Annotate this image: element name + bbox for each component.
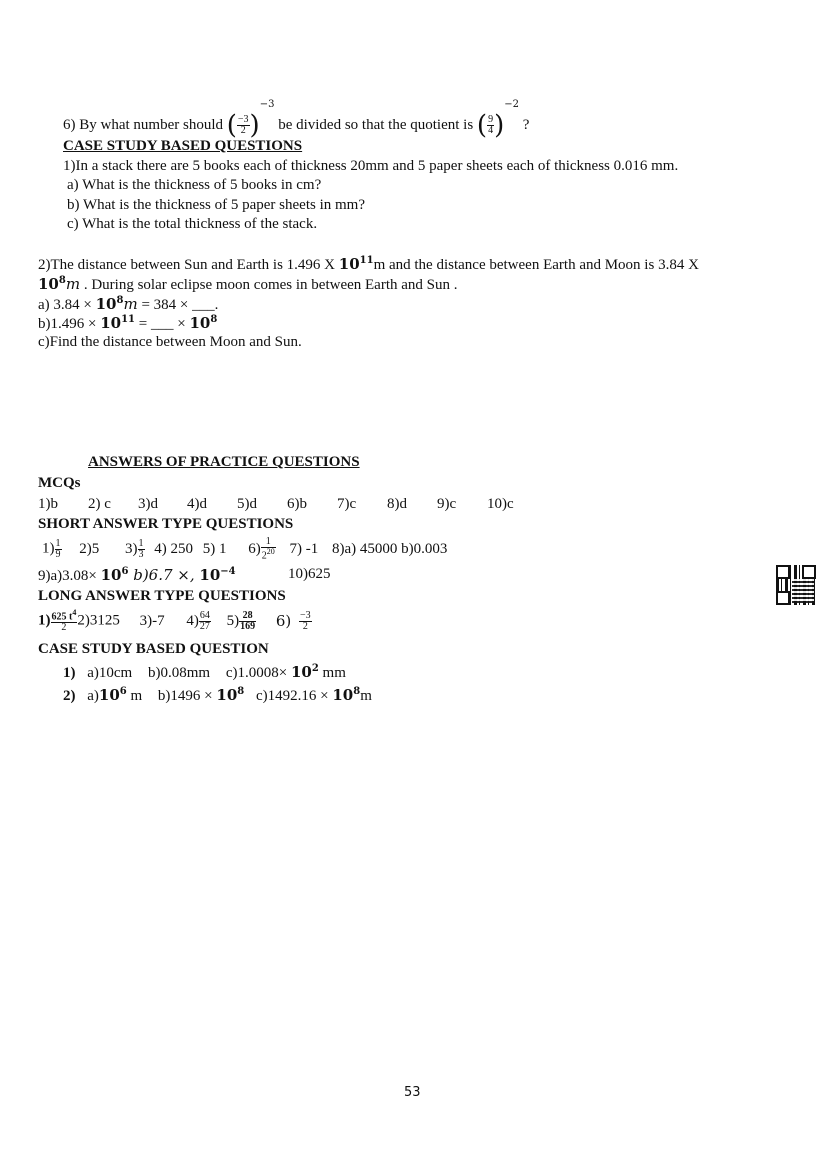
case-answer-heading: CASE STUDY BASED QUESTION <box>38 641 269 657</box>
case-q1-a: a) What is the thickness of 5 books in cm? <box>67 177 322 193</box>
mcq-answer: 4)d <box>187 496 207 512</box>
case-q2-line2: $10^8m$ . During solar eclipse moon comes in between Earth and Sun . <box>38 275 458 293</box>
page-number: 53 <box>404 1085 421 1100</box>
case-q1-c: c) What is the total thickness of the stack. <box>67 216 318 232</box>
mcq-heading: MCQs <box>38 475 81 491</box>
mcq-answer: 5)d <box>237 496 257 512</box>
qr-code-icon <box>776 565 816 605</box>
question-6: 6) By what number should ( $\frac{-3}{2}$ )$^{-3}$ be divided so that the quotient is ( $\frac{9}{4}$ )$^{-2}$ ? <box>63 99 530 141</box>
short-a3-fraction: $\frac{1}{3}$ <box>138 537 144 560</box>
case-q2-a: a) $3.84 \times 10^8m = 384$ × ___. <box>38 295 219 313</box>
case-q2-line1: 2)The distance between Sun and Earth is 1.496 X $10^{11}m$ and the distance between Earth and Moon is 3.84 X <box>38 255 699 273</box>
q6-text-b: be divided so that the quotient is <box>278 117 474 134</box>
mcq-answer: 1)b <box>38 496 58 512</box>
case-q2-c: c)Find the distance between Moon and Sun. <box>38 334 302 350</box>
case-answer-1: 1) a)10cm b)0.08mm $c)1.0008\times 10^2$ mm <box>63 663 346 681</box>
short-answers-row2: $9)a)3.08\times 10^6$ b)6.7 ×, $10^{-4}$ <box>38 566 236 584</box>
q6-exponent-1: −3 <box>259 99 275 110</box>
mcq-answer: 7)c <box>337 496 357 512</box>
q6-text-a: 6) By what number should <box>63 117 223 134</box>
mcq-answer: 3)d <box>138 496 158 512</box>
short-answer-heading: SHORT ANSWER TYPE QUESTIONS <box>38 516 294 532</box>
mcq-answer: 2) c <box>88 496 111 512</box>
case-q2-b: $b)1.496 \times 10^{11}$ = ___ × $10^8$ <box>38 314 218 332</box>
q6-fraction-2: $\frac{9}{4}$ <box>488 114 494 137</box>
case-answer-2: 2) $a)10^6$ m $b)1496 \times 10^8$ $c)1492.16 \times 10^8m$ <box>63 686 372 704</box>
mcq-answer: 9)c <box>437 496 457 512</box>
short-answers-row1: 1) $\frac{1}{9}$ 2)5 3) $\frac{1}{3}$ 4) 250 5) 1 6) $\frac{1}{2^{20}}$ 7) -1 8)a) 45000 b)0.003 <box>42 536 448 562</box>
long-a6-fraction: $\frac{-3}{2}$ <box>300 609 311 632</box>
q6-fraction-1: $\frac{-3}{2}$ <box>237 114 249 137</box>
mcq-answer: 6)b <box>287 496 307 512</box>
short-answer-10: 10)625 <box>288 566 331 582</box>
long-answers-row: 1) $\frac{625 t^4}{2}$ 2)3125 3)-7 4) $\frac{64}{27}$ 5) $\frac{28}{169}$ 6) $\frac{-3}{2}$ <box>38 608 311 634</box>
answers-heading: ANSWERS OF PRACTICE QUESTIONS <box>88 454 360 470</box>
case-study-heading: CASE STUDY BASED QUESTIONS <box>63 138 303 154</box>
long-a4-fraction: $\frac{64}{27}$ <box>199 609 210 632</box>
long-a1-fraction: $\frac{625 t^4}{2}$ <box>51 608 77 634</box>
long-answer-heading: LONG ANSWER TYPE QUESTIONS <box>38 588 286 604</box>
q6-exponent-2: −2 <box>504 99 519 110</box>
q6-text-c: ? <box>522 117 530 134</box>
mcq-answer: 10)c <box>487 496 514 512</box>
short-a1-fraction: $\frac{1}{9}$ <box>55 537 61 560</box>
mcq-answer: 8)d <box>387 496 407 512</box>
case-q1-intro: 1)In a stack there are 5 books each of thickness 20mm and 5 paper sheets each of thickness 0.016 mm. <box>63 158 679 174</box>
case-q1-b: b) What is the thickness of 5 paper sheets in mm? <box>67 197 365 213</box>
short-a6-fraction: $\frac{1}{2^{20}}$ <box>261 536 275 562</box>
long-a5-fraction: $\frac{28}{169}$ <box>240 609 256 632</box>
